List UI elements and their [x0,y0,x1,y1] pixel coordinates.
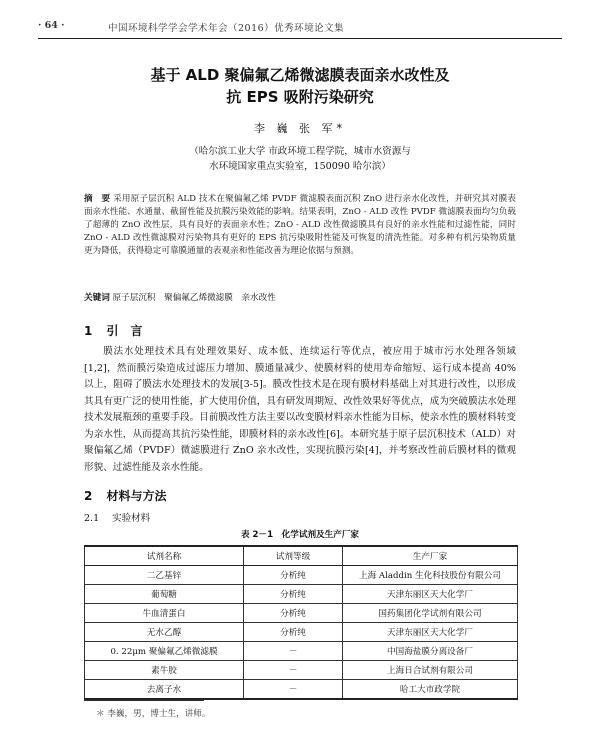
cell-manufacturer: 哈工大市政学院 [343,680,518,700]
cell-name: 素牛胶 [85,661,244,680]
table-caption: 表 2－1 化学试剂及生产厂家 [240,530,360,540]
table-row [85,566,518,585]
paper-title [60,64,540,108]
section-2-heading [84,487,167,504]
cell-name: 无水乙醇 [85,623,244,642]
page-number: · 64 · [38,20,65,31]
table-row [85,680,518,700]
table-row [85,642,518,661]
cell-grade: 分析纯 [244,566,343,585]
subsection-number: 2.1 [84,513,100,524]
title-line-2: 抗 EPS 吸附污染研究 [226,88,374,106]
cell-grade: － [244,680,343,700]
abstract-text: 采用原子层沉积 ALD 技术在聚偏氟乙烯 PVDF 微滤膜表面沉积 ZnO 进行亲水化改性，并研究其对膜表面亲水性能、水通量、截留性能及抗膜污染效能的影响。结果表明，ZnO - ALD 改性 PVDF 微滤膜表面均匀负载了超薄的 ZnO 改性层，具有良好的表面亲水性；ZnO - ALD 改性微滤膜具有良好的亲水性能和过滤性能，同时 ZnO - ALD 改性微滤膜对污染物具有更好的 EPS 抗污染吸附性能及可恢复的清洗性能。对多种有机污染物质量更为降低，获得稳定可靠膜通量的表观亲和性能改善为理论依据与预测。 [84,194,516,256]
cell-grade: 分析纯 [244,585,343,604]
cell-name: 0. 22μm 聚偏氟乙烯微滤膜 [85,642,244,661]
cell-name: 二乙基锌 [85,566,244,585]
column-header-name: 试剂名称 [85,546,244,566]
running-header [38,20,562,39]
cell-grade: 分析纯 [244,623,343,642]
keywords [84,292,516,305]
introduction-paragraph: 膜法水处理技术具有处理效果好、成本低、连续运行等优点，被应用于城市污水处理各领域[1,2]，然而膜污染造成过滤压力增加、膜通量减少、使膜材料的使用寿命缩短、运行成本提高 40% 以上，阻碍了膜法水处理技术的发展[3-5]。膜改性技术是在现有膜材料基础上对其进行改性，以形成其具有更广泛的使用性能，扩大使用价值，具有研发周期短、改性效果好等优点，成为突破膜法水处理技术发展瓶颈的重要手段。目前膜改性方法主要以改变膜材料亲水性能为目标，使亲水性的膜材料转变为亲水性，从而提高其抗污染性能，即膜材料的亲水改性[6]。本研究基于原子层沉积技术（ALD）对聚偏氟乙烯（PVDF）微滤膜进行 ZnO 亲水改性，实现抗膜污染[4]，并考察改性前后膜材料的微观形貌、过滤性能及亲水性能。 [84,346,516,473]
table-row [85,604,518,623]
keywords-text: 原子层沉积 聚偏氟乙烯微滤膜 亲水改性 [112,293,276,303]
authors: 李 巍 张 军* [254,122,346,135]
cell-grade: 分析纯 [244,604,343,623]
section-1-heading [84,322,143,339]
section-2-title: 材料与方法 [106,489,167,503]
section-1-title: 引 言 [106,324,143,338]
cell-manufacturer: 上海日合试剂有限公司 [343,661,518,680]
table-header-row [85,546,518,566]
cell-name: 去离子水 [85,680,244,700]
table-row [85,623,518,642]
table-row [85,585,518,604]
cell-grade: － [244,642,343,661]
reagents-table [84,545,518,700]
abstract-label: 摘 要 [84,194,111,204]
keywords-label: 关键词 [84,293,110,303]
column-header-manufacturer: 生产厂家 [343,546,518,566]
section-2-number: 2 [84,489,93,503]
section-1-number: 1 [84,324,93,338]
footnote-divider [84,700,204,701]
title-line-1: 基于 ALD 聚偏氟乙烯微滤膜表面亲水改性及 [150,66,450,84]
cell-manufacturer: 国药集团化学试剂有限公司 [343,604,518,623]
cell-name: 牛血清蛋白 [85,604,244,623]
affiliation-line-1: （哈尔滨工业大学 市政环境工程学院，城市水资源与 [189,146,411,157]
journal-title: 中国环境科学学会学术年会（2016）优秀环境论文集 [108,23,345,34]
cell-name: 葡萄糖 [85,585,244,604]
footnote: ＊ 李巍，男，博士生，讲师。 [96,709,211,719]
affiliation-line-2: 水环境国家重点实验室，150090 哈尔滨） [209,161,391,172]
column-header-grade: 试剂等级 [244,546,343,566]
table-row [85,661,518,680]
cell-grade: － [244,661,343,680]
cell-manufacturer: 上海 Aladdin 生化科技股份有限公司 [343,566,518,585]
cell-manufacturer: 中国海盐膜分离设备厂 [343,642,518,661]
cell-manufacturer: 天津东丽区天大化学厂 [343,585,518,604]
affiliation [150,144,450,174]
subsection-2-1-heading [84,510,150,524]
cell-manufacturer: 天津东丽区天大化学厂 [343,623,518,642]
abstract [84,193,516,258]
subsection-title: 实验材料 [112,513,151,524]
